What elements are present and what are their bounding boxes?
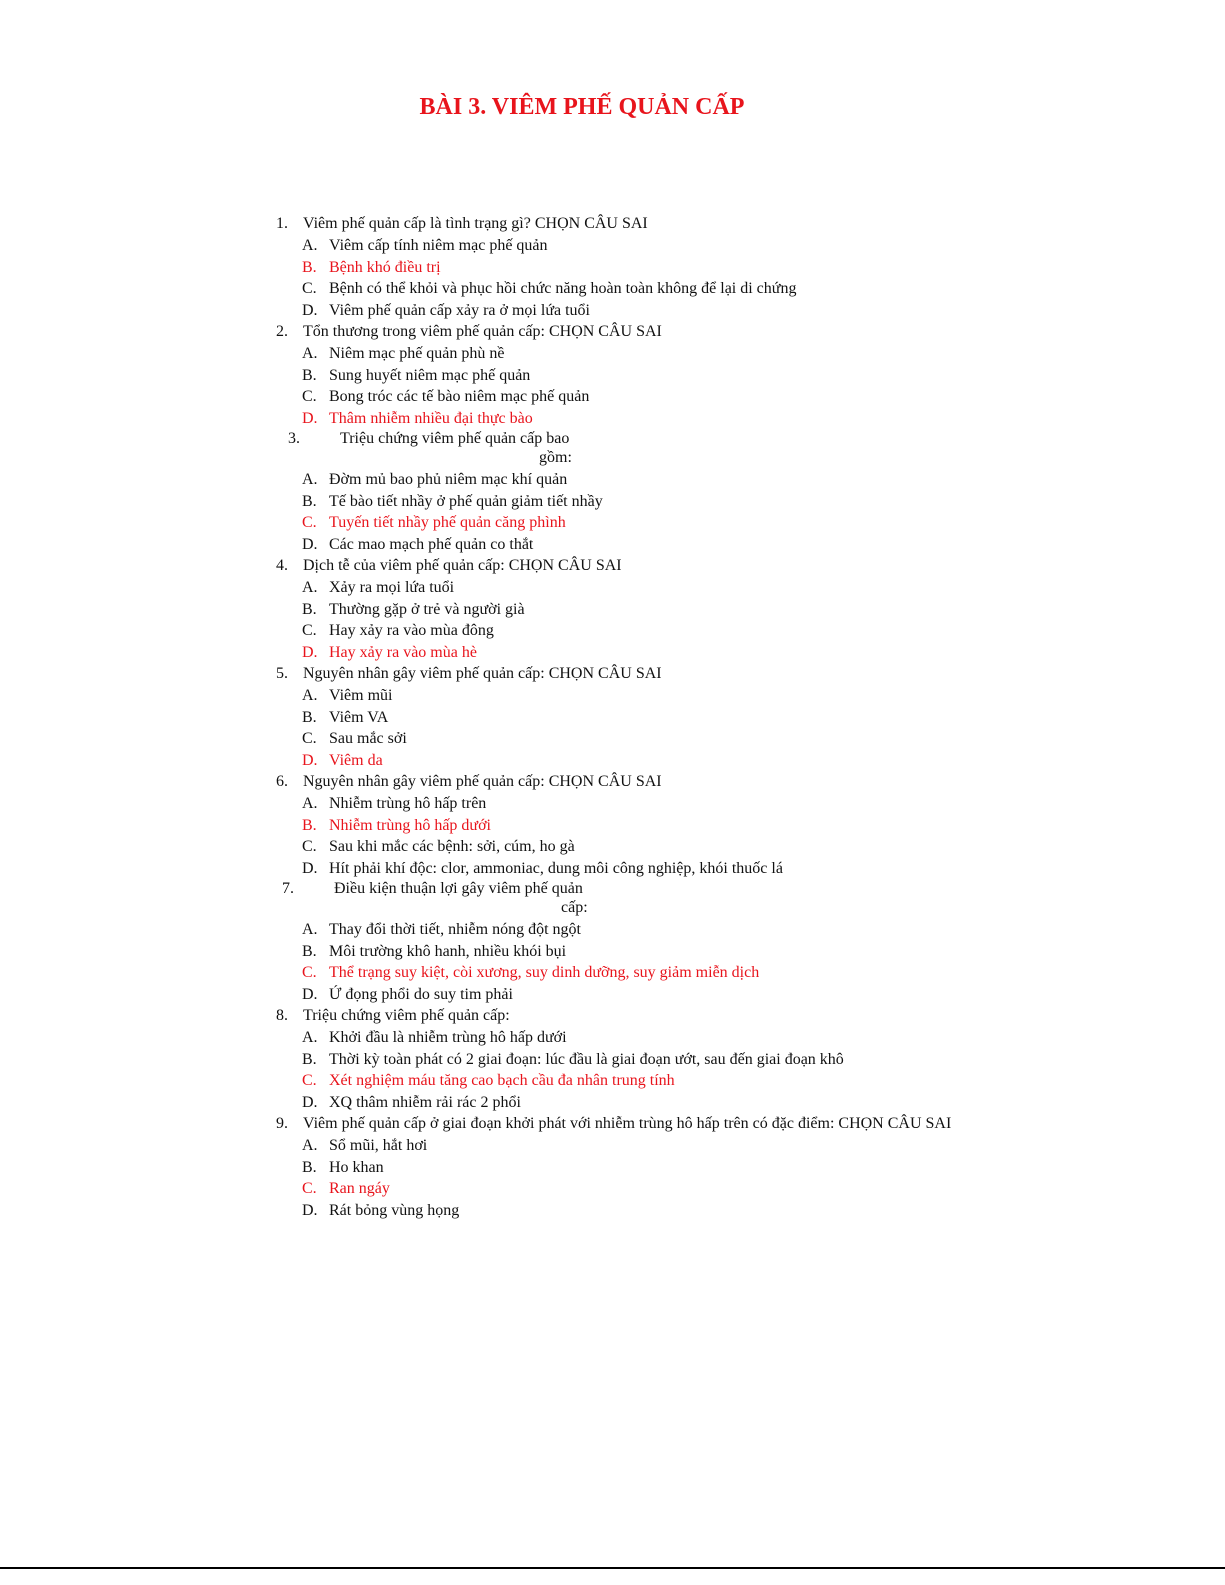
option-text: Viêm mũi xyxy=(329,687,393,704)
option-letter: A. xyxy=(302,579,318,596)
option-text: Thâm nhiễm nhiều đại thực bào xyxy=(329,409,533,427)
question-1 xyxy=(0,213,1225,235)
option-4b xyxy=(0,599,1225,621)
option-1a xyxy=(0,235,1225,257)
question-number: 8. xyxy=(276,1007,288,1024)
option-text: Thường gặp ở trẻ và người già xyxy=(329,600,525,618)
option-text: Viêm phế quản cấp xảy ra ở mọi lứa tuổi xyxy=(329,301,590,319)
option-text: Hít phải khí độc: clor, ammoniac, dung môi công nghiệp, khói thuốc lá xyxy=(329,859,783,877)
option-9c-answer xyxy=(0,1178,1225,1200)
question-number: 5. xyxy=(276,665,288,682)
option-5c xyxy=(0,728,1225,750)
option-text: Bệnh khó điều trị xyxy=(329,258,441,276)
option-text: XQ thâm nhiễm rải rác 2 phổi xyxy=(329,1093,521,1111)
option-letter: C. xyxy=(302,1072,317,1089)
option-4d-answer xyxy=(0,642,1225,664)
question-6 xyxy=(0,771,1225,793)
option-letter: C. xyxy=(302,514,317,531)
option-letter: B. xyxy=(302,1158,317,1176)
question-text: Triệu chứng viêm phế quản cấp bao xyxy=(340,430,570,447)
question-text: Nguyên nhân gây viêm phế quản cấp: CHỌN CÂU SAI xyxy=(303,773,662,790)
option-letter: A. xyxy=(302,471,318,488)
option-text: Khởi đầu là nhiễm trùng hô hấp dưới xyxy=(329,1029,567,1046)
option-letter: A. xyxy=(302,345,318,362)
option-letter: D. xyxy=(302,859,318,877)
option-text: Sổ mũi, hắt hơi xyxy=(329,1137,428,1154)
question-text: Viêm phế quản cấp ở giai đoạn khởi phát với nhiễm trùng hô hấp trên có đặc điểm: CHỌN CÂU SAI xyxy=(303,1115,952,1132)
option-letter: B. xyxy=(302,258,317,276)
option-2d-answer xyxy=(0,408,1225,430)
option-text: Bệnh có thể khỏi và phục hồi chức năng hoàn toàn không để lại di chứng xyxy=(329,280,797,297)
option-1c xyxy=(0,278,1225,300)
option-text: Niêm mạc phế quản phù nề xyxy=(329,345,505,362)
option-letter: A. xyxy=(302,687,318,704)
option-letter: D. xyxy=(302,409,318,427)
question-2 xyxy=(0,321,1225,343)
option-text: Rát bỏng vùng họng xyxy=(329,1201,460,1219)
option-9a xyxy=(0,1135,1225,1157)
option-text: Xảy ra mọi lứa tuổi xyxy=(329,579,455,596)
option-5a xyxy=(0,685,1225,707)
question-number: 6. xyxy=(276,773,288,790)
option-letter: C. xyxy=(302,1180,317,1197)
question-7 xyxy=(0,879,1225,919)
option-text: Tế bào tiết nhầy ở phế quản giảm tiết nhầy xyxy=(329,492,603,510)
option-text: Ran ngáy xyxy=(329,1180,390,1197)
option-5b xyxy=(0,707,1225,729)
option-text: Sau khi mắc các bệnh: sởi, cúm, ho gà xyxy=(329,838,575,855)
option-letter: A. xyxy=(302,1029,318,1046)
option-letter: C. xyxy=(302,730,317,747)
option-letter: C. xyxy=(302,388,317,405)
option-text: Nhiễm trùng hô hấp trên xyxy=(329,795,487,812)
option-letter: D. xyxy=(302,1093,318,1111)
option-letter: C. xyxy=(302,838,317,855)
option-letter: D. xyxy=(302,1201,318,1219)
question-9 xyxy=(0,1113,1225,1135)
question-8 xyxy=(0,1005,1225,1027)
option-9d xyxy=(0,1200,1225,1222)
option-text: Môi trường khô hanh, nhiều khói bụi xyxy=(329,942,567,960)
option-text: Sau mắc sởi xyxy=(329,730,407,747)
option-8c-answer xyxy=(0,1070,1225,1092)
question-4 xyxy=(0,555,1225,577)
option-7c-answer xyxy=(0,962,1225,984)
option-letter: B. xyxy=(302,492,317,510)
option-text: Bong tróc các tế bào niêm mạc phế quản xyxy=(329,388,590,405)
question-list xyxy=(0,213,1225,1221)
question-text-continued: gồm: xyxy=(539,449,572,466)
option-text: Ho khan xyxy=(329,1158,384,1176)
option-letter: A. xyxy=(302,237,318,254)
option-6c xyxy=(0,836,1225,858)
option-text: Đờm mủ bao phủ niêm mạc khí quản xyxy=(329,471,568,488)
option-letter: C. xyxy=(302,964,317,981)
option-7b xyxy=(0,941,1225,963)
question-text: Tổn thương trong viêm phế quản cấp: CHỌN CÂU SAI xyxy=(303,323,662,340)
option-letter: B. xyxy=(302,366,317,384)
question-5 xyxy=(0,663,1225,685)
option-text: Thời kỳ toàn phát có 2 giai đoạn: lúc đầu là giai đoạn ướt, sau đến giai đoạn khô xyxy=(329,1050,844,1068)
option-text: Hay xảy ra vào mùa hè xyxy=(329,643,477,661)
page-title: BÀI 3. VIÊM PHẾ QUẢN CẤP xyxy=(419,94,745,120)
option-letter: B. xyxy=(302,1050,317,1068)
question-text: Triệu chứng viêm phế quản cấp: xyxy=(303,1007,510,1024)
question-3 xyxy=(0,429,1225,469)
option-letter: A. xyxy=(302,921,318,938)
option-text: Viêm VA xyxy=(329,708,389,726)
question-number: 9. xyxy=(276,1115,288,1132)
option-text: Xét nghiệm máu tăng cao bạch cầu đa nhân trung tính xyxy=(329,1072,675,1089)
option-8b xyxy=(0,1049,1225,1071)
question-number: 7. xyxy=(282,880,294,897)
option-text: Viêm da xyxy=(329,751,383,769)
question-text-continued: cấp: xyxy=(561,899,588,916)
question-number: 4. xyxy=(276,557,288,574)
option-text: Ứ đọng phổi do suy tim phải xyxy=(329,985,513,1003)
option-letter: B. xyxy=(302,600,317,618)
option-letter: D. xyxy=(302,301,318,319)
option-letter: A. xyxy=(302,1137,318,1154)
option-text: Các mao mạch phế quản co thắt xyxy=(329,535,534,553)
option-letter: B. xyxy=(302,942,317,960)
option-text: Viêm cấp tính niêm mạc phế quản xyxy=(329,237,548,254)
option-text: Sung huyết niêm mạc phế quản xyxy=(329,366,531,384)
question-text: Dịch tễ của viêm phế quản cấp: CHỌN CÂU SAI xyxy=(303,557,622,574)
option-7a xyxy=(0,919,1225,941)
option-2a xyxy=(0,343,1225,365)
option-letter: C. xyxy=(302,280,317,297)
option-1b-answer xyxy=(0,257,1225,279)
option-3c-answer xyxy=(0,512,1225,534)
option-letter: A. xyxy=(302,795,318,812)
question-text: Nguyên nhân gây viêm phế quản cấp: CHỌN CÂU SAI xyxy=(303,665,662,682)
question-number: 2. xyxy=(276,323,288,340)
option-text: Thể trạng suy kiệt, còi xương, suy dinh dưỡng, suy giảm miễn dịch xyxy=(329,964,760,981)
option-9b xyxy=(0,1157,1225,1179)
option-letter: D. xyxy=(302,643,318,661)
option-letter: B. xyxy=(302,816,317,834)
option-letter: D. xyxy=(302,751,318,769)
option-text: Thay đổi thời tiết, nhiễm nóng đột ngột xyxy=(329,921,581,938)
question-text: Viêm phế quản cấp là tình trạng gì? CHỌN CÂU SAI xyxy=(303,215,648,232)
option-3b xyxy=(0,491,1225,513)
page-bottom-rule xyxy=(0,1567,1225,1569)
option-letter: C. xyxy=(302,622,317,639)
option-6d xyxy=(0,858,1225,880)
question-text: Điều kiện thuận lợi gây viêm phế quản xyxy=(334,880,583,897)
option-4c xyxy=(0,620,1225,642)
option-5d-answer xyxy=(0,750,1225,772)
option-1d xyxy=(0,300,1225,322)
option-letter: D. xyxy=(302,985,318,1003)
option-3d xyxy=(0,534,1225,556)
option-text: Hay xảy ra vào mùa đông xyxy=(329,622,494,639)
option-6a xyxy=(0,793,1225,815)
option-8d xyxy=(0,1092,1225,1114)
question-number: 1. xyxy=(276,215,288,232)
option-letter: B. xyxy=(302,708,317,726)
option-letter: D. xyxy=(302,535,318,553)
option-3a xyxy=(0,469,1225,491)
option-7d xyxy=(0,984,1225,1006)
option-2b xyxy=(0,365,1225,387)
option-4a xyxy=(0,577,1225,599)
option-2c xyxy=(0,386,1225,408)
question-number: 3. xyxy=(288,430,300,447)
option-8a xyxy=(0,1027,1225,1049)
option-text: Nhiễm trùng hô hấp dưới xyxy=(329,816,491,834)
option-text: Tuyến tiết nhầy phế quản căng phình xyxy=(329,514,566,531)
option-6b-answer xyxy=(0,815,1225,837)
